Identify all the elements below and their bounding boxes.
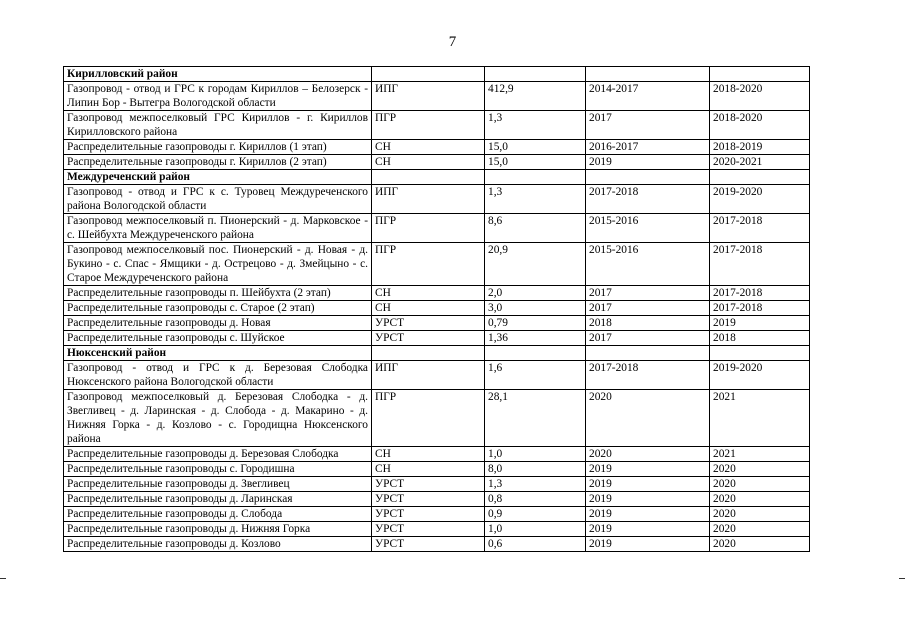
program-type-cell: ПГР bbox=[372, 243, 485, 286]
table-row bbox=[64, 507, 810, 522]
empty-cell bbox=[485, 170, 586, 185]
construction-period-cell: 2019 bbox=[586, 537, 710, 552]
construction-period-cell: 2020 bbox=[586, 447, 710, 462]
table-body bbox=[64, 67, 810, 552]
length-cell: 0,8 bbox=[485, 492, 586, 507]
length-cell: 15,0 bbox=[485, 140, 586, 155]
program-type-cell: ПГР bbox=[372, 111, 485, 140]
scan-edge-mark-left bbox=[0, 578, 6, 579]
table-row bbox=[64, 477, 810, 492]
scan-edge-mark-right bbox=[899, 578, 905, 579]
construction-period-cell: 2017-2018 bbox=[586, 361, 710, 390]
completion-period-cell: 2017-2018 bbox=[710, 214, 810, 243]
length-cell: 1,0 bbox=[485, 447, 586, 462]
object-name-cell: Распределительные газопроводы с. Шуйское bbox=[64, 331, 372, 346]
table-row bbox=[64, 140, 810, 155]
construction-period-cell: 2014-2017 bbox=[586, 82, 710, 111]
length-cell: 20,9 bbox=[485, 243, 586, 286]
object-name-cell: Распределительные газопроводы д. Звегливец bbox=[64, 477, 372, 492]
construction-period-cell: 2019 bbox=[586, 522, 710, 537]
completion-period-cell: 2018 bbox=[710, 331, 810, 346]
construction-period-cell: 2015-2016 bbox=[586, 243, 710, 286]
construction-period-cell: 2019 bbox=[586, 507, 710, 522]
construction-period-cell: 2019 bbox=[586, 462, 710, 477]
section-header-row bbox=[64, 170, 810, 185]
object-name-cell: Распределительные газопроводы г. Кириллов (2 этап) bbox=[64, 155, 372, 170]
completion-period-cell: 2020 bbox=[710, 522, 810, 537]
completion-period-cell: 2020 bbox=[710, 477, 810, 492]
empty-cell bbox=[586, 67, 710, 82]
completion-period-cell: 2019-2020 bbox=[710, 185, 810, 214]
length-cell: 412,9 bbox=[485, 82, 586, 111]
program-type-cell: СН bbox=[372, 462, 485, 477]
object-name-cell: Газопровод межпоселковый пос. Пионерский - д. Новая - д. Букино - с. Спас - Ямщики - д. Острецово - д. Змейцыно - с. Старое Междуреченского района bbox=[64, 243, 372, 286]
table-row bbox=[64, 301, 810, 316]
program-type-cell: ИПГ bbox=[372, 361, 485, 390]
program-type-cell: СН bbox=[372, 286, 485, 301]
page-number: 7 bbox=[448, 34, 457, 50]
section-title: Нюксенский район bbox=[64, 346, 372, 361]
object-name-cell: Газопровод - отвод и ГРС к с. Туровец Междуреченского района Вологодской области bbox=[64, 185, 372, 214]
construction-period-cell: 2017 bbox=[586, 331, 710, 346]
object-name-cell: Распределительные газопроводы д. Козлово bbox=[64, 537, 372, 552]
table-row bbox=[64, 286, 810, 301]
construction-period-cell: 2015-2016 bbox=[586, 214, 710, 243]
program-type-cell: СН bbox=[372, 155, 485, 170]
empty-cell bbox=[372, 346, 485, 361]
program-type-cell: СН bbox=[372, 140, 485, 155]
object-name-cell: Газопровод межпоселковый ГРС Кириллов - г. Кириллов Кирилловского района bbox=[64, 111, 372, 140]
completion-period-cell: 2017-2018 bbox=[710, 286, 810, 301]
table-row bbox=[64, 331, 810, 346]
section-title: Кирилловский район bbox=[64, 67, 372, 82]
program-type-cell: СН bbox=[372, 301, 485, 316]
length-cell: 1,0 bbox=[485, 522, 586, 537]
object-name-cell: Распределительные газопроводы д. Березовая Слободка bbox=[64, 447, 372, 462]
empty-cell bbox=[710, 346, 810, 361]
length-cell: 1,3 bbox=[485, 111, 586, 140]
table-row bbox=[64, 214, 810, 243]
completion-period-cell: 2020 bbox=[710, 507, 810, 522]
object-name-cell: Распределительные газопроводы д. Новая bbox=[64, 316, 372, 331]
length-cell: 3,0 bbox=[485, 301, 586, 316]
object-name-cell: Распределительные газопроводы г. Кириллов (1 этап) bbox=[64, 140, 372, 155]
construction-period-cell: 2016-2017 bbox=[586, 140, 710, 155]
gas-pipelines-table bbox=[63, 66, 810, 552]
table-row bbox=[64, 361, 810, 390]
program-type-cell: УРСТ bbox=[372, 507, 485, 522]
completion-period-cell: 2021 bbox=[710, 447, 810, 462]
length-cell: 1,3 bbox=[485, 477, 586, 492]
program-type-cell: ИПГ bbox=[372, 185, 485, 214]
construction-period-cell: 2019 bbox=[586, 155, 710, 170]
table-row bbox=[64, 462, 810, 477]
object-name-cell: Газопровод межпоселковый п. Пионерский - д. Марковское - с. Шейбухта Междуреченского района bbox=[64, 214, 372, 243]
program-type-cell: УРСТ bbox=[372, 331, 485, 346]
completion-period-cell: 2017-2018 bbox=[710, 301, 810, 316]
table-row bbox=[64, 522, 810, 537]
length-cell: 1,6 bbox=[485, 361, 586, 390]
object-name-cell: Распределительные газопроводы с. Городишна bbox=[64, 462, 372, 477]
table-row bbox=[64, 82, 810, 111]
construction-period-cell: 2019 bbox=[586, 477, 710, 492]
table-row bbox=[64, 185, 810, 214]
completion-period-cell: 2019-2020 bbox=[710, 361, 810, 390]
empty-cell bbox=[372, 170, 485, 185]
completion-period-cell: 2021 bbox=[710, 390, 810, 447]
table-row bbox=[64, 492, 810, 507]
section-title: Междуреченский район bbox=[64, 170, 372, 185]
construction-period-cell: 2017 bbox=[586, 111, 710, 140]
object-name-cell: Газопровод - отвод и ГРС к д. Березовая Слободка Нюксенского района Вологодской области bbox=[64, 361, 372, 390]
empty-cell bbox=[710, 67, 810, 82]
table-row bbox=[64, 155, 810, 170]
completion-period-cell: 2017-2018 bbox=[710, 243, 810, 286]
completion-period-cell: 2019 bbox=[710, 316, 810, 331]
object-name-cell: Газопровод межпоселковый д. Березовая Слободка - д. Звегливец - д. Ларинская - д. Слобода - д. Макарино - д. Нижняя Горка - д. Козлово - с. Городищна Нюксенского района bbox=[64, 390, 372, 447]
construction-period-cell: 2017 bbox=[586, 301, 710, 316]
section-header-row bbox=[64, 346, 810, 361]
length-cell: 2,0 bbox=[485, 286, 586, 301]
construction-period-cell: 2018 bbox=[586, 316, 710, 331]
length-cell: 8,6 bbox=[485, 214, 586, 243]
table-row bbox=[64, 390, 810, 447]
program-type-cell: УРСТ bbox=[372, 477, 485, 492]
construction-period-cell: 2019 bbox=[586, 492, 710, 507]
completion-period-cell: 2020-2021 bbox=[710, 155, 810, 170]
empty-cell bbox=[586, 346, 710, 361]
completion-period-cell: 2020 bbox=[710, 537, 810, 552]
length-cell: 1,3 bbox=[485, 185, 586, 214]
program-type-cell: УРСТ bbox=[372, 537, 485, 552]
section-header-row bbox=[64, 67, 810, 82]
length-cell: 1,36 bbox=[485, 331, 586, 346]
object-name-cell: Газопровод - отвод и ГРС к городам Кириллов – Белозерск - Липин Бор - Вытегра Вологодской области bbox=[64, 82, 372, 111]
length-cell: 0,9 bbox=[485, 507, 586, 522]
program-type-cell: ПГР bbox=[372, 214, 485, 243]
object-name-cell: Распределительные газопроводы п. Шейбухта (2 этап) bbox=[64, 286, 372, 301]
construction-period-cell: 2017 bbox=[586, 286, 710, 301]
length-cell: 0,79 bbox=[485, 316, 586, 331]
table-row bbox=[64, 447, 810, 462]
empty-cell bbox=[710, 170, 810, 185]
completion-period-cell: 2018-2020 bbox=[710, 82, 810, 111]
program-type-cell: УРСТ bbox=[372, 492, 485, 507]
empty-cell bbox=[485, 346, 586, 361]
empty-cell bbox=[372, 67, 485, 82]
empty-cell bbox=[485, 67, 586, 82]
table-row bbox=[64, 316, 810, 331]
object-name-cell: Распределительные газопроводы д. Слобода bbox=[64, 507, 372, 522]
completion-period-cell: 2020 bbox=[710, 462, 810, 477]
object-name-cell: Распределительные газопроводы д. Ларинская bbox=[64, 492, 372, 507]
completion-period-cell: 2018-2019 bbox=[710, 140, 810, 155]
construction-period-cell: 2020 bbox=[586, 390, 710, 447]
program-type-cell: ИПГ bbox=[372, 82, 485, 111]
length-cell: 8,0 bbox=[485, 462, 586, 477]
table-row bbox=[64, 537, 810, 552]
table-row bbox=[64, 111, 810, 140]
length-cell: 0,6 bbox=[485, 537, 586, 552]
program-type-cell: УРСТ bbox=[372, 316, 485, 331]
program-type-cell: УРСТ bbox=[372, 522, 485, 537]
completion-period-cell: 2018-2020 bbox=[710, 111, 810, 140]
completion-period-cell: 2020 bbox=[710, 492, 810, 507]
object-name-cell: Распределительные газопроводы с. Старое (2 этап) bbox=[64, 301, 372, 316]
construction-period-cell: 2017-2018 bbox=[586, 185, 710, 214]
program-type-cell: ПГР bbox=[372, 390, 485, 447]
program-type-cell: СН bbox=[372, 447, 485, 462]
length-cell: 28,1 bbox=[485, 390, 586, 447]
table-row bbox=[64, 243, 810, 286]
empty-cell bbox=[586, 170, 710, 185]
object-name-cell: Распределительные газопроводы д. Нижняя Горка bbox=[64, 522, 372, 537]
length-cell: 15,0 bbox=[485, 155, 586, 170]
